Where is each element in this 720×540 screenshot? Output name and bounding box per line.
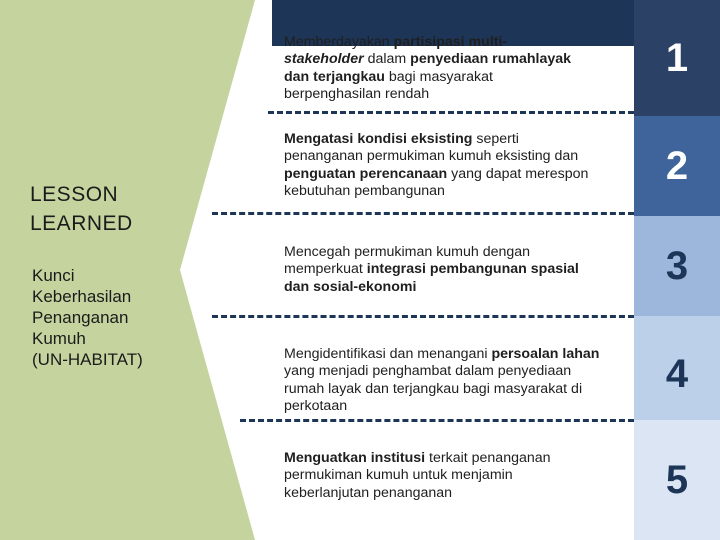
subtitle-line: Penanganan xyxy=(32,308,129,327)
item-text-run: Memberdayakan xyxy=(284,34,394,50)
item-text-run: Menguatkan institusi xyxy=(284,450,426,466)
title-line-2: LEARNED xyxy=(30,212,133,235)
step-number-2: 2 xyxy=(665,144,689,188)
item-text-run: Mengidentifikasi dan menangani xyxy=(284,346,492,362)
item-text-run: seperti penanganan permukiman kumuh eksisting dan xyxy=(284,131,579,165)
lesson-item-5 xyxy=(284,450,594,502)
step-number-5: 5 xyxy=(665,458,689,502)
item-text-run: layak dan terjangkau xyxy=(284,51,572,85)
dashed-separator xyxy=(240,419,634,422)
step-number-3: 3 xyxy=(665,244,689,288)
slide-title xyxy=(30,180,190,238)
item-text-run: partisipasi multi- xyxy=(393,34,508,50)
item-text-run: Mengatasi kondisi eksisting xyxy=(284,131,473,147)
item-text-run: stakeholder xyxy=(284,51,364,68)
step-number-1: 1 xyxy=(665,36,689,80)
item-text-run: bagi masyarakat berpenghasilan rendah xyxy=(284,68,493,103)
item-text-run: Mencegah permukiman kumuh dengan memperkuat xyxy=(284,244,531,278)
title-line-1: LESSON xyxy=(30,183,119,206)
item-text-run: yang dapat merespon kebutuhan pembangunan xyxy=(284,165,589,200)
item-text-run: yang menjadi penghambat dalam penyediaan rumah layak dan terjangkau bagi masyarakat di perkotaan xyxy=(284,363,583,415)
subtitle-line: Keberhasilan xyxy=(32,287,132,306)
subtitle-line: Kunci xyxy=(32,266,75,285)
item-text-run: dalam xyxy=(363,51,411,68)
dashed-separator xyxy=(212,212,634,215)
lesson-item-1 xyxy=(284,34,584,104)
dashed-separator xyxy=(268,111,634,114)
dashed-separator xyxy=(212,315,634,318)
lesson-item-2 xyxy=(284,131,594,201)
lesson-item-3 xyxy=(284,244,584,296)
item-text-run: integrasi pembangunan spasial dan sosial-ekonomi xyxy=(284,261,579,295)
lesson-item-4 xyxy=(284,346,604,416)
item-text-run: terkait penanganan permukiman kumuh untuk menjamin keberlanjutan penanganan xyxy=(284,450,551,501)
slide-subtitle xyxy=(32,265,182,370)
item-text-run: penguatan perencanaan xyxy=(284,165,448,182)
subtitle-line: (UN-HABITAT) xyxy=(32,350,143,369)
item-text-run: penyediaan rumah xyxy=(410,51,536,68)
step-number-4: 4 xyxy=(665,352,689,396)
item-text-run: persoalan lahan xyxy=(491,346,600,362)
subtitle-line: Kumuh xyxy=(32,329,86,348)
